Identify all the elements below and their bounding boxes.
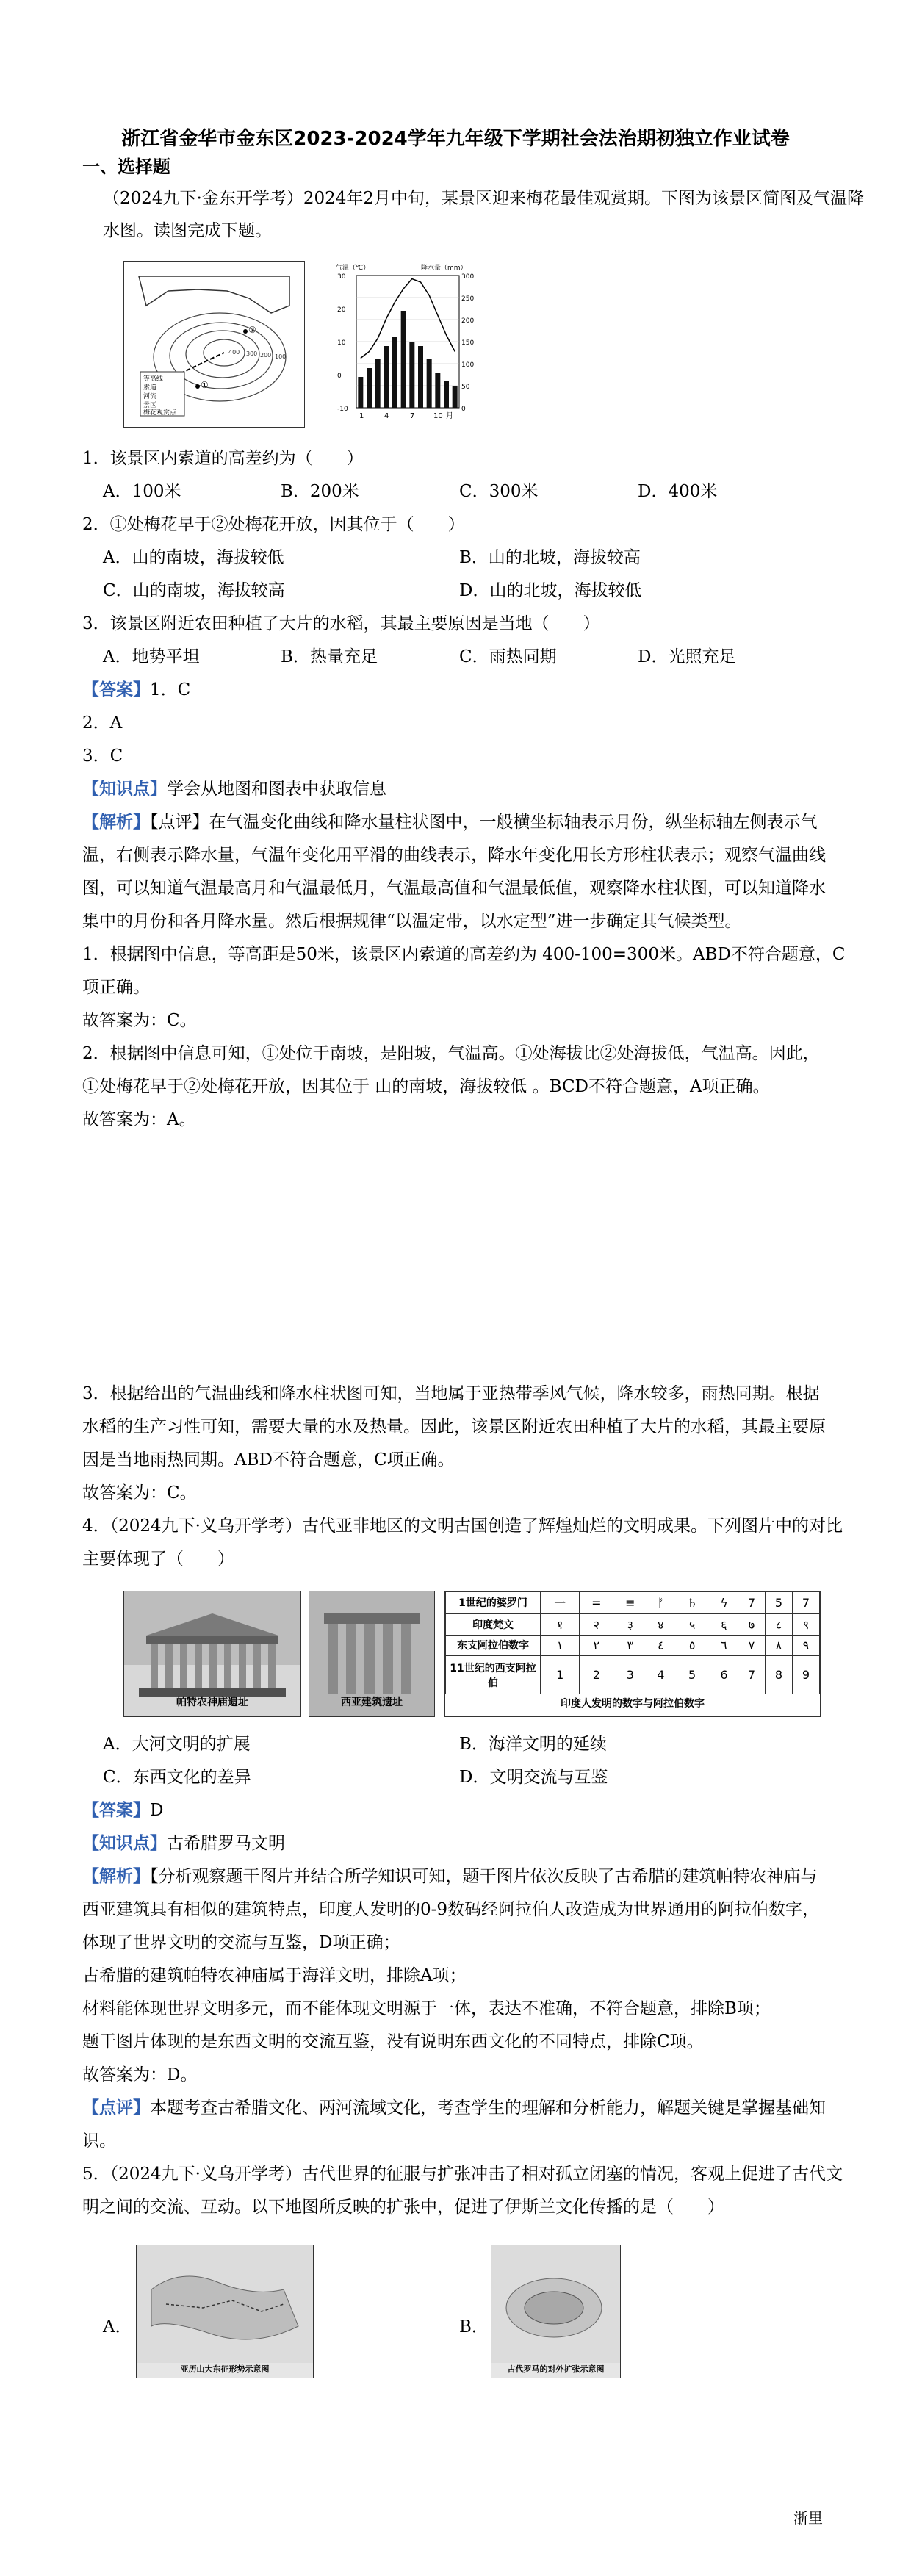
plum-point-icon [195, 384, 200, 389]
comment-line: 识。 [82, 2131, 116, 2151]
q4-stem-line: 主要体现了（ ） [82, 1550, 234, 1569]
numeral-cell: ϟ [710, 1592, 738, 1614]
legend-item: 索道 [143, 384, 157, 392]
q3-option-c: C．雨热同期 [459, 647, 557, 666]
analysis-line: 因是当地雨热同期。ABD不符合题意，C项正确。 [82, 1450, 455, 1469]
x-tick-label: 10 [433, 412, 443, 420]
numeral-row-label: 1世纪的婆罗门 [446, 1592, 541, 1614]
numeral-cell: 7 [738, 1592, 765, 1614]
q1-option-a: A．100米 [103, 482, 181, 501]
knowledge-tag: 【知识点】 [82, 1833, 167, 1853]
analysis-line: 古希腊的建筑帕特农神庙属于海洋文明，排除A项； [82, 1966, 467, 1985]
precip-bar-7 [409, 342, 414, 408]
q2-option-d: D．山的北坡，海拔较低 [459, 581, 642, 600]
numeral-cell: ١ [541, 1635, 580, 1656]
q2-stem: 2．①处梅花早于②处梅花开放，因其位于（ ） [82, 515, 465, 534]
analysis-line: 水稻的生产习性可知，需要大量的水及热量。因此，该景区附近农田种植了大片的水稻，其最主要原 [82, 1417, 826, 1436]
numeral-row [446, 1613, 820, 1635]
knowledge-point-1 [82, 777, 386, 802]
precip-bar-3 [375, 359, 381, 408]
q4-stem-line: 4．（2024九下·义乌开学考）古代亚非地区的文明古国创造了辉煌灿烂的文明成果。下列图片中的对比 [82, 1517, 843, 1536]
contour-label: 400 [228, 349, 240, 356]
analysis-line: 故答案为：D。 [82, 2065, 198, 2084]
q4-option-d: D．文明交流与互鉴 [459, 1768, 608, 1787]
numeral-table [444, 1591, 821, 1717]
numeral-cell: ♄ [674, 1592, 710, 1614]
analysis-tag: 【解析】 [82, 812, 150, 832]
numeral-cell: ٤ [647, 1635, 674, 1656]
analysis-line: ①处梅花早于②处梅花开放，因其位于 山的南坡，海拔较低 。BCD不符合题意，A项正确。 [82, 1077, 770, 1096]
precip-bar-11 [444, 381, 449, 408]
numeral-cell: ٧ [738, 1635, 765, 1656]
legend-item: 河流 [143, 393, 157, 400]
numeral-cell: ९ [792, 1613, 819, 1635]
numeral-grid [445, 1591, 820, 1694]
q2-option-a: A．山的南坡，海拔较低 [103, 548, 284, 567]
q5-option-a: A． [103, 2317, 132, 2336]
left-tick-label: 30 [337, 273, 346, 281]
river-boundary [139, 276, 289, 313]
precip-bar-12 [453, 386, 458, 408]
precip-bar-9 [427, 359, 432, 408]
contour-label: 100 [275, 353, 287, 360]
analysis-line: 项正确。 [82, 978, 150, 997]
numeral-cell: १ [541, 1613, 580, 1635]
numeral-cell: 一 [541, 1592, 580, 1614]
q3-stem: 3．该景区附近农田种植了大片的水稻，其最主要原因是当地（ ） [82, 614, 600, 633]
numeral-cell: 2 [580, 1656, 613, 1694]
contour-label: 300 [246, 350, 258, 357]
numeral-caption: 印度人发明的数字与阿拉伯数字 [561, 1698, 705, 1710]
west-asia-ruins-image [309, 1591, 435, 1717]
q5-option-b: B． [459, 2317, 489, 2336]
numeral-cell: ≡ [613, 1592, 647, 1614]
q5-stem-line: 明之间的交流、互动。以下地图所反映的扩张中，促进了伊斯兰文化传播的是（ ） [82, 2198, 724, 2217]
analysis-line: 题干图片体现的是东西文明的交流互鉴，没有说明东西文化的不同特点，排除C项。 [82, 2032, 704, 2051]
answer-line: 3．C [82, 746, 123, 766]
left-axis-label: 气温（℃） [336, 265, 370, 272]
comment-tag: 【点评】 [82, 2098, 150, 2118]
numeral-cell: ८ [765, 1613, 792, 1635]
left-tick-label: 10 [337, 339, 346, 347]
knowledge-text: 学会从地图和图表中获取信息 [167, 780, 386, 799]
knowledge-point-4 [82, 1831, 285, 1856]
numeral-cell: 5 [765, 1592, 792, 1614]
q3-option-a: A．地势平坦 [103, 647, 200, 666]
numeral-row [446, 1656, 820, 1694]
x-tick-label: 4 [384, 412, 389, 420]
mark-2: ② [248, 325, 256, 335]
analysis-line [82, 1864, 818, 1889]
q3-option-b: B．热量充足 [281, 647, 378, 666]
precip-bar-4 [384, 346, 389, 408]
numeral-cell: ٣ [613, 1635, 647, 1656]
analysis-line: 故答案为：C。 [82, 1011, 197, 1030]
q1-option-c: C．300米 [459, 482, 539, 501]
numeral-cell: ७ [738, 1613, 765, 1635]
analysis-line: 3．根据给出的气温曲线和降水柱状图可知，当地属于亚热带季风气候，降水较多，雨热同期。根据 [82, 1384, 820, 1403]
intro-line-2: 水图。读图完成下题。 [103, 221, 272, 240]
right-tick-label: 200 [461, 317, 475, 325]
knowledge-text: 古希腊罗马文明 [167, 1834, 285, 1853]
parthenon-caption: 帕特农神庙遗址 [176, 1697, 248, 1708]
numeral-row [446, 1592, 820, 1614]
q1-option-b: B．200米 [281, 482, 359, 501]
numeral-cell: 4 [647, 1656, 674, 1694]
west-asia-caption: 西亚建筑遗址 [341, 1697, 403, 1708]
analysis-line: 故答案为：A。 [82, 1110, 196, 1129]
mark-1: ① [201, 380, 209, 390]
precip-bar-1 [358, 377, 363, 408]
analysis-line: 集中的月份和各月降水量。然后根据规律“以温定带，以水定型”进一步确定其气候类型。 [82, 912, 742, 931]
analysis-line: 图，可以知道气温最高月和气温最低月，气温最高值和气温最低值，观察降水柱状图，可以知道降水 [82, 879, 826, 898]
x-axis-unit: 月 [446, 412, 453, 420]
answer-line: 1．C [150, 680, 191, 699]
numeral-cell: 3 [613, 1656, 647, 1694]
numeral-cell: ٨ [765, 1635, 792, 1656]
numeral-cell: ٦ [710, 1635, 738, 1656]
legend-item: 梅花观赏点 [143, 409, 177, 417]
numeral-cell: २ [580, 1613, 613, 1635]
right-tick-label: 100 [461, 361, 475, 369]
numeral-cell: ٩ [792, 1635, 819, 1656]
analysis-line: 西亚建筑具有相似的建筑特点，印度人发明的0-9数码经阿拉伯人改造成为世界通用的阿拉伯数字， [82, 1900, 820, 1919]
alexander-map-caption: 亚历山大东征形势示意图 [180, 2364, 270, 2374]
right-tick-label: 300 [461, 273, 475, 281]
q4-option-a: A．大河文明的扩展 [103, 1735, 251, 1754]
right-axis-label: 降水量（mm） [421, 265, 467, 272]
page-title: 浙江省金华市金东区2023-2024学年九年级下学期社会法治期初独立作业试卷 [121, 128, 790, 150]
precip-bar-2 [367, 368, 372, 408]
numeral-row-label: 印度梵文 [446, 1613, 541, 1635]
left-tick-label: -10 [337, 406, 348, 413]
q4-option-b: B．海洋文明的延续 [459, 1735, 607, 1754]
x-tick-label: 7 [410, 412, 415, 420]
analysis-line: 2．根据图中信息可知，①处位于南坡，是阳坡，气温高。①处海拔比②处海拔低，气温高。因此， [82, 1044, 820, 1063]
analysis-text: 【点评】在气温变化曲线和降水量柱状图中，一般横坐标轴表示月份，纵坐标轴左侧表示气 [150, 813, 818, 832]
rome-map [491, 2245, 621, 2378]
rome-map-caption: 古代罗马的对外扩张示意图 [507, 2364, 605, 2374]
numeral-row-label: 东支阿拉伯数字 [446, 1635, 541, 1656]
answer-line: 2．A [82, 713, 123, 733]
knowledge-tag: 【知识点】 [82, 779, 167, 799]
analysis-line: 故答案为：C。 [82, 1483, 197, 1503]
analysis-line: 材料能体现世界文明多元，而不能体现文明源于一体，表达不准确，不符合题意，排除B项； [82, 1999, 771, 2018]
answer-tag: 【答案】 [82, 680, 150, 699]
climate-chart [334, 261, 481, 430]
analysis-line: 温，右侧表示降水量，气温年变化用平滑的曲线表示，降水年变化用长方形柱状表示；观察气温曲线 [82, 846, 826, 865]
analysis-line: 1．根据图中信息，等高距是50米，该景区内索道的高差约为 400-100=300米。ABD不符合题意，C [82, 945, 846, 964]
q2-option-c: C．山的南坡，海拔较高 [103, 581, 285, 600]
answer-tag: 【答案】 [82, 1800, 150, 1820]
numeral-row-label: 11世纪的西支阿拉伯 [446, 1656, 541, 1694]
precip-bar-8 [418, 346, 423, 408]
precip-bar-10 [435, 373, 440, 408]
numeral-cell: 1 [541, 1656, 580, 1694]
numeral-cell: ४ [647, 1613, 674, 1635]
comment-line [82, 2095, 826, 2120]
answer-block-4 [82, 1798, 163, 1823]
numeral-cell: ٥ [674, 1635, 710, 1656]
parthenon-image [123, 1591, 301, 1717]
right-tick-label: 0 [461, 406, 466, 413]
numeral-cell: 9 [792, 1656, 819, 1694]
alexander-map-svg [137, 2245, 313, 2363]
page-footer: 浙里 [793, 2509, 823, 2527]
q1-stem: 1．该景区内索道的高差约为（ ） [82, 449, 364, 468]
numeral-cell: = [580, 1592, 613, 1614]
plum-point-icon [243, 329, 248, 334]
right-tick-label: 50 [461, 384, 470, 391]
q4-option-c: C．东西文化的差异 [103, 1768, 251, 1787]
left-tick-label: 0 [337, 373, 342, 380]
q5-stem-line: 5．（2024九下·义乌开学考）古代世界的征服与扩张冲击了相对孤立闭塞的情况，客观上促进了古代文 [82, 2165, 843, 2184]
numeral-cell: 8 [765, 1656, 792, 1694]
numeral-row [446, 1635, 820, 1656]
precip-bar-6 [401, 311, 406, 408]
comment-text: 本题考查古希腊文化、两河流域文化，考查学生的理解和分析能力，解题关键是掌握基础知 [150, 2098, 826, 2118]
numeral-cell: 7 [738, 1656, 765, 1694]
temperature-line [361, 279, 455, 359]
analysis-line: 体现了世界文明的交流与互鉴，D项正确； [82, 1933, 400, 1952]
precip-bar-5 [392, 337, 397, 408]
numeral-cell: ३ [613, 1613, 647, 1635]
numeral-cell: ᚠ [647, 1592, 674, 1614]
analysis-line [82, 810, 818, 835]
rome-map-svg [491, 2245, 620, 2363]
section-heading: 一、选择题 [82, 156, 170, 177]
right-tick-label: 150 [461, 339, 475, 347]
left-tick-label: 20 [337, 306, 346, 314]
answer-block-1 [82, 677, 190, 702]
scenic-area-map-svg [124, 262, 304, 427]
numeral-cell: 5 [674, 1656, 710, 1694]
legend-item: 等高线 [143, 375, 164, 383]
intro-line-1: （2024九下·金东开学考）2024年2月中旬，某景区迎来梅花最佳观赏期。下图为该景区简图及气温降 [103, 189, 865, 208]
numeral-cell: 6 [710, 1656, 738, 1694]
climate-chart-svg [334, 261, 481, 430]
legend-item: 景区 [143, 402, 157, 409]
numeral-cell: 7 [792, 1592, 819, 1614]
numeral-cell: ६ [710, 1613, 738, 1635]
alexander-map [136, 2245, 314, 2378]
q2-option-b: B．山的北坡，海拔较高 [459, 548, 641, 567]
answer-text: D [150, 1801, 164, 1820]
analysis-text: 【分析观察题干图片并结合所学知识可知，题干图片依次反映了古希腊的建筑帕特农神庙与 [150, 1867, 818, 1886]
analysis-tag: 【解析】 [82, 1866, 150, 1886]
q3-option-d: D．光照充足 [638, 647, 736, 666]
numeral-cell: ५ [674, 1613, 710, 1635]
q1-option-d: D．400米 [638, 482, 718, 501]
contour-label: 200 [260, 352, 272, 359]
x-tick-label: 1 [359, 412, 364, 420]
right-tick-label: 250 [461, 295, 475, 303]
numeral-cell: ٢ [580, 1635, 613, 1656]
scenic-area-map [123, 261, 305, 428]
